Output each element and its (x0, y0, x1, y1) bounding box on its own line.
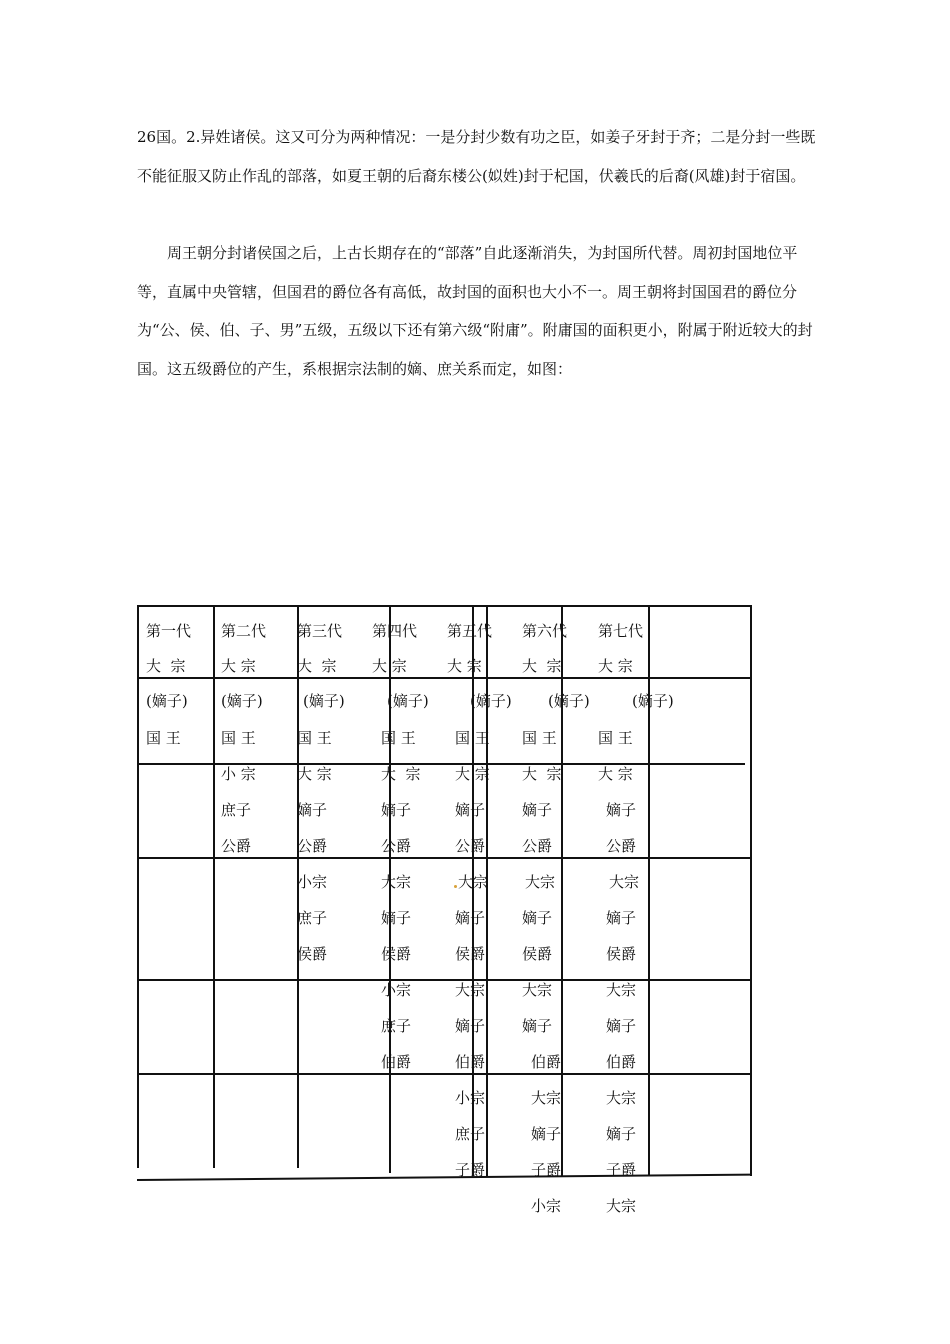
viscount-zi-7: 嫡子 (606, 1125, 637, 1143)
duke-zi-3: 嫡子 (297, 801, 328, 819)
viscount-zong-7: 大宗 (606, 1089, 637, 1107)
header-generation-3: 第三代 (297, 622, 343, 640)
earl-jue-5: 伯爵 (455, 1053, 486, 1071)
earl-zong-7: 大宗 (606, 981, 637, 999)
table-rule-marquis (137, 979, 751, 981)
duke-zong-5: 大 宗 (455, 765, 490, 783)
viscount-zong-5: 小宗 (455, 1089, 486, 1107)
paragraph-1: 26国。2.异姓诸侯。这又可分为两种情况：一是分封少数有功之臣，如姜子牙封于齐；二是分封一些既不能征服又防止作乱的部落，如夏王朝的后裔东楼公(姒姓)封于杞国，伏羲氏的后裔(风雄)封于宿国。 (137, 128, 816, 185)
marquis-zi-7: 嫡子 (606, 909, 637, 927)
king-dizi-4: (嫡子) (387, 692, 429, 710)
duke-jue-6: 公爵 (522, 837, 553, 855)
col-divider-8 (648, 605, 650, 1176)
earl-zi-4: 庶子 (381, 1017, 412, 1035)
marquis-zi-4: 嫡子 (381, 909, 412, 927)
viscount-jue-7: 子爵 (606, 1161, 637, 1179)
king-dizi-6: (嫡子) (548, 692, 590, 710)
king-title-2: 国 王 (221, 729, 256, 747)
viscount-zi-6: 嫡子 (531, 1125, 562, 1143)
baron-zong-6: 小宗 (531, 1197, 562, 1215)
viscount-zong-6: 大宗 (531, 1089, 562, 1107)
duke-zong-6: 大 宗 (522, 765, 562, 783)
header-generation-4: 第四代 (372, 622, 418, 640)
col-divider-7 (561, 605, 563, 1176)
header-dazong-1: 大 宗 (146, 657, 186, 675)
king-dizi-5: (嫡子) (470, 692, 512, 710)
marquis-jue-4: 侯爵 (381, 945, 412, 963)
duke-zong-4: 大 宗 (381, 765, 421, 783)
king-dizi-2: (嫡子) (221, 692, 263, 710)
marquis-zong-6: 大宗 (525, 873, 556, 891)
marquis-zi-6: 嫡子 (522, 909, 553, 927)
marquis-zong-3: 小宗 (297, 873, 328, 891)
earl-jue-4: 伯爵 (381, 1053, 412, 1071)
header-dazong-5: 大 宗 (447, 657, 482, 675)
duke-zi-7: 嫡子 (606, 801, 637, 819)
duke-jue-4: 公爵 (381, 837, 412, 855)
duke-jue-5: 公爵 (455, 837, 486, 855)
header-generation-2: 第二代 (221, 622, 267, 640)
duke-zi-2: 庶子 (221, 801, 252, 819)
viscount-zi-5: 庶子 (455, 1125, 486, 1143)
earl-jue-7: 伯爵 (606, 1053, 637, 1071)
earl-zong-6: 大宗 (522, 981, 553, 999)
duke-jue-2: 公爵 (221, 837, 252, 855)
stray-mark (454, 885, 457, 888)
paragraph-2: 周王朝分封诸侯国之后，上古长期存在的“部落”自此逐渐消失，为封国所代替。周初封国地位平等，直属中央管辖，但国君的爵位各有高低，故封国的面积也大小不一。周王朝将封国国君的爵位分为“公、侯、伯、子、男”五级，五级以下还有第六级“附庸”。附庸国的面积更小，附属于附近较大的封国。这五级爵位的产生，系根据宗法制的嫡、庶关系而定，如图： (137, 244, 813, 378)
table-border-right (750, 605, 752, 1176)
marquis-zong-4: 大宗 (381, 873, 412, 891)
viscount-jue-5: 子爵 (455, 1161, 486, 1179)
king-dizi-3: (嫡子) (303, 692, 345, 710)
table-rule-duke (137, 857, 751, 859)
header-dazong-7: 大 宗 (598, 657, 633, 675)
marquis-jue-7: 侯爵 (606, 945, 637, 963)
king-title-1: 国 王 (146, 729, 181, 747)
king-title-7: 国 王 (598, 729, 633, 747)
duke-jue-7: 公爵 (606, 837, 637, 855)
duke-zong-3: 大 宗 (297, 765, 332, 783)
king-dizi-7: (嫡子) (632, 692, 674, 710)
marquis-zi-5: 嫡子 (455, 909, 486, 927)
table-rule-header (137, 677, 751, 679)
duke-zi-6: 嫡子 (522, 801, 553, 819)
table-border-left (137, 605, 139, 1168)
marquis-jue-6: 侯爵 (522, 945, 553, 963)
marquis-zi-3: 庶子 (297, 909, 328, 927)
duke-zong-7: 大 宗 (598, 765, 633, 783)
header-generation-6: 第六代 (522, 622, 568, 640)
header-generation-1: 第一代 (146, 622, 192, 640)
header-generation-5: 第五代 (447, 622, 493, 640)
duke-zi-4: 嫡子 (381, 801, 412, 819)
earl-zong-5: 大宗 (455, 981, 486, 999)
header-dazong-6: 大 宗 (522, 657, 562, 675)
earl-zi-5: 嫡子 (455, 1017, 486, 1035)
viscount-jue-6: 子爵 (531, 1161, 562, 1179)
baron-zong-7: 大宗 (606, 1197, 637, 1215)
earl-zi-7: 嫡子 (606, 1017, 637, 1035)
marquis-jue-3: 侯爵 (297, 945, 328, 963)
header-generation-7: 第七代 (598, 622, 644, 640)
duke-zong-2: 小 宗 (221, 765, 256, 783)
king-title-3: 国 王 (297, 729, 332, 747)
king-title-6: 国 王 (522, 729, 557, 747)
duke-jue-3: 公爵 (297, 837, 328, 855)
king-dizi-1: (嫡子) (146, 692, 188, 710)
marquis-zong-7: 大宗 (609, 873, 640, 891)
earl-zi-6: 嫡子 (522, 1017, 553, 1035)
king-title-4: 国 王 (381, 729, 416, 747)
header-dazong-2: 大 宗 (221, 657, 256, 675)
marquis-jue-5: 侯爵 (455, 945, 486, 963)
table-rule-bottom (137, 1174, 751, 1181)
marquis-zong-5: 大宗 (458, 873, 489, 891)
header-dazong-4: 大 宗 (372, 657, 407, 675)
duke-zi-5: 嫡子 (455, 801, 486, 819)
table-rule-earl (137, 1073, 751, 1075)
earl-zong-4: 小宗 (381, 981, 412, 999)
earl-jue-6: 伯爵 (531, 1053, 562, 1071)
table-rule-top (137, 605, 751, 607)
king-title-5: 国 王 (455, 729, 490, 747)
header-dazong-3: 大 宗 (297, 657, 337, 675)
col-divider-2 (213, 605, 215, 1168)
